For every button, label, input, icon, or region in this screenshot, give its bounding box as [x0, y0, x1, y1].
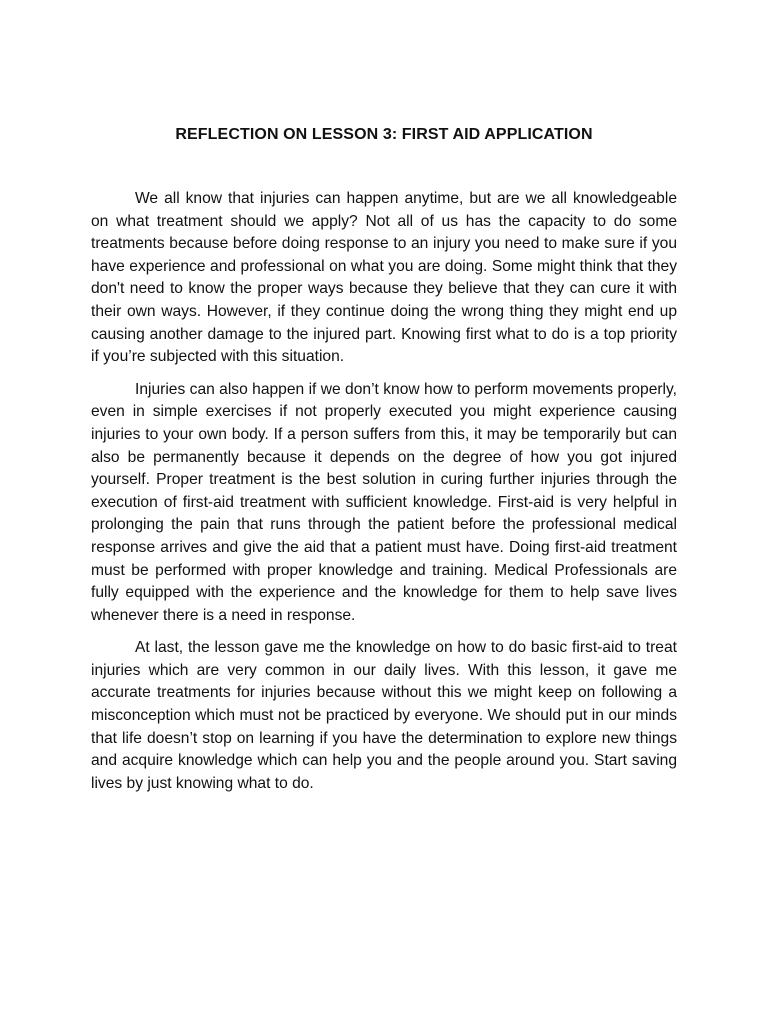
paragraph-3: At last, the lesson gave me the knowledge on how to do basic first-aid to treat injuries which are very common in our daily lives. With this lesson, it gave me accurate treatments for injuries because without this we might keep on following a misconception which must not be practiced by everyone. We should put in our minds that life doesn’t stop on learning if you have the determination to explore new things and acquire knowledge which can help you and the people around you. Start saving lives by just knowing what to do. — [91, 639, 677, 792]
paragraph-2: Injuries can also happen if we don’t know how to perform movements properly, even in simple exercises if not properly executed you might experience causing injuries to your own body. If a person suffers from this, it may be temporarily but can also be permanently because it depends on the degree of how you got injured yourself. Proper treatment is the best solution in curing further injuries through the execution of first-aid treatment with sufficient knowledge. First-aid is very helpful in prolonging the pain that runs through the patient before the professional medical response arrives and give the aid that a patient must have. Doing first-aid treatment must be performed with proper knowledge and training. Medical Professionals are fully equipped with the experience and the knowledge for them to help save lives whenever there is a need in response. — [91, 380, 677, 624]
document-body — [91, 188, 677, 805]
paragraph-1: We all know that injuries can happen anytime, but are we all knowledgeable on what treatment should we apply? Not all of us has the capacity to do some treatments because before doing response to an injury you need to make sure if you have experience and professional on what you are doing. Some might think that they don't need to know the proper ways because they believe that they can cure it with their own ways. However, if they continue doing the wrong thing they might end up causing another damage to the injured part. Knowing first what to do is a top priority if you’re subjected with this situation. — [91, 190, 677, 366]
document-title: REFLECTION ON LESSON 3: FIRST AID APPLICATION — [175, 126, 593, 143]
